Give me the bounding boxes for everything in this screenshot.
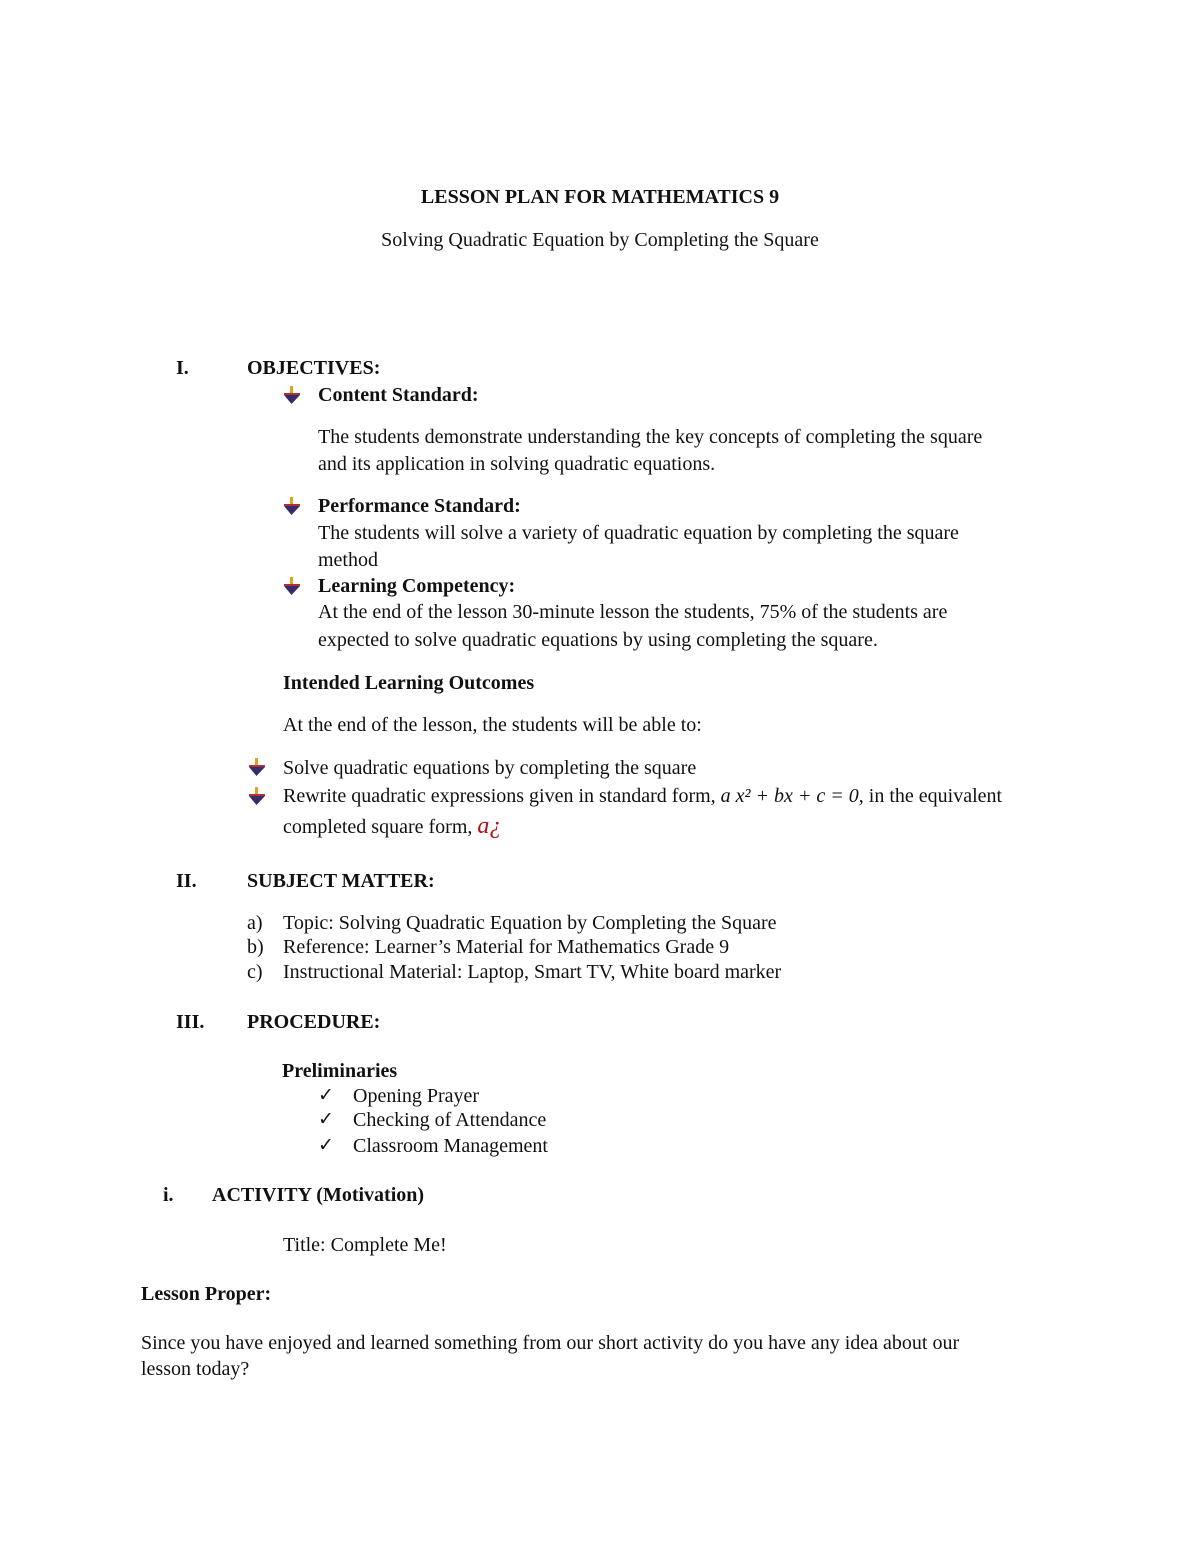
document-subtitle: Solving Quadratic Equation by Completing the Square (381, 229, 819, 251)
ilo-item-2-text-c: completed square form, (283, 816, 473, 838)
performance-standard-text-line2: method (318, 549, 378, 571)
preliminary-item-prayer: Opening Prayer (353, 1085, 480, 1107)
subject-item-topic: Topic: Solving Quadratic Equation by Completing the Square (283, 912, 777, 934)
content-standard-text-line1: The students demonstrate understanding the key concepts of completing the square (318, 426, 983, 448)
ilo-item-1: Solve quadratic equations by completing the square (283, 757, 697, 779)
activity-numeral: i. (163, 1184, 174, 1206)
learning-competency-text-line2: expected to solve quadratic equations by using completing the square. (318, 629, 878, 651)
lesson-proper-text-line2: lesson today? (141, 1358, 250, 1380)
preliminary-item-attendance: Checking of Attendance (353, 1109, 547, 1131)
completed-square-formula: a¿ (477, 813, 502, 839)
subject-item-marker: a) (247, 912, 263, 934)
arrow-bullet-icon (281, 384, 303, 406)
content-standard-label: Content Standard: (318, 384, 479, 406)
section-numeral-objectives: I. (176, 357, 189, 379)
section-numeral-procedure: III. (176, 1011, 205, 1033)
document-title: LESSON PLAN FOR MATHEMATICS 9 (420, 186, 780, 208)
subject-item-marker: c) (247, 961, 263, 983)
checkmark-icon: ✓ (318, 1108, 334, 1130)
checkmark-icon: ✓ (318, 1084, 334, 1106)
subject-item-materials: Instructional Material: Laptop, Smart TV, White board marker (283, 961, 782, 983)
section-numeral-subject-matter: II. (176, 870, 197, 892)
ilo-item-2-text-b: , in the equivalent (858, 785, 1003, 807)
preliminary-item-classroom: Classroom Management (353, 1135, 548, 1157)
performance-standard-text-line1: The students will solve a variety of quadratic equation by completing the square (318, 522, 959, 544)
activity-heading-text: ACTIVITY (Motivation) (212, 1184, 425, 1206)
subject-item-marker: b) (247, 936, 264, 958)
ilo-item-2-line1 (283, 783, 1002, 809)
activity-title-line: Title: Complete Me! (283, 1234, 447, 1256)
ilo-intro: At the end of the lesson, the students will be able to: (283, 714, 702, 736)
ilo-item-2-line2 (283, 813, 501, 840)
learning-competency-label: Learning Competency: (318, 575, 516, 597)
section-heading-procedure: PROCEDURE: (247, 1011, 381, 1033)
preliminaries-heading: Preliminaries (282, 1060, 398, 1082)
content-standard-text-line2: and its application in solving quadratic equations. (318, 453, 716, 475)
section-heading-objectives: OBJECTIVES: (247, 357, 381, 379)
standard-form-formula: a x² + bx + c = 0 (720, 785, 859, 807)
arrow-bullet-icon (281, 495, 303, 517)
section-heading-subject-matter: SUBJECT MATTER: (247, 870, 435, 892)
performance-standard-label: Performance Standard: (318, 495, 521, 517)
ilo-heading: Intended Learning Outcomes (283, 672, 535, 694)
arrow-bullet-icon (246, 756, 268, 778)
arrow-bullet-icon (246, 785, 268, 807)
subject-item-reference: Reference: Learner’s Material for Mathematics Grade 9 (283, 936, 730, 958)
lesson-proper-text-line1: Since you have enjoyed and learned something from our short activity do you have any idea about our (141, 1332, 960, 1354)
lesson-proper-heading: Lesson Proper: (141, 1283, 272, 1305)
checkmark-icon: ✓ (318, 1134, 334, 1156)
arrow-bullet-icon (281, 575, 303, 597)
activity-heading (212, 1182, 424, 1208)
ilo-item-2-text-a: Rewrite quadratic expressions given in standard form, (283, 785, 716, 807)
learning-competency-text-line1: At the end of the lesson 30-minute lesson the students, 75% of the students are (318, 601, 948, 623)
